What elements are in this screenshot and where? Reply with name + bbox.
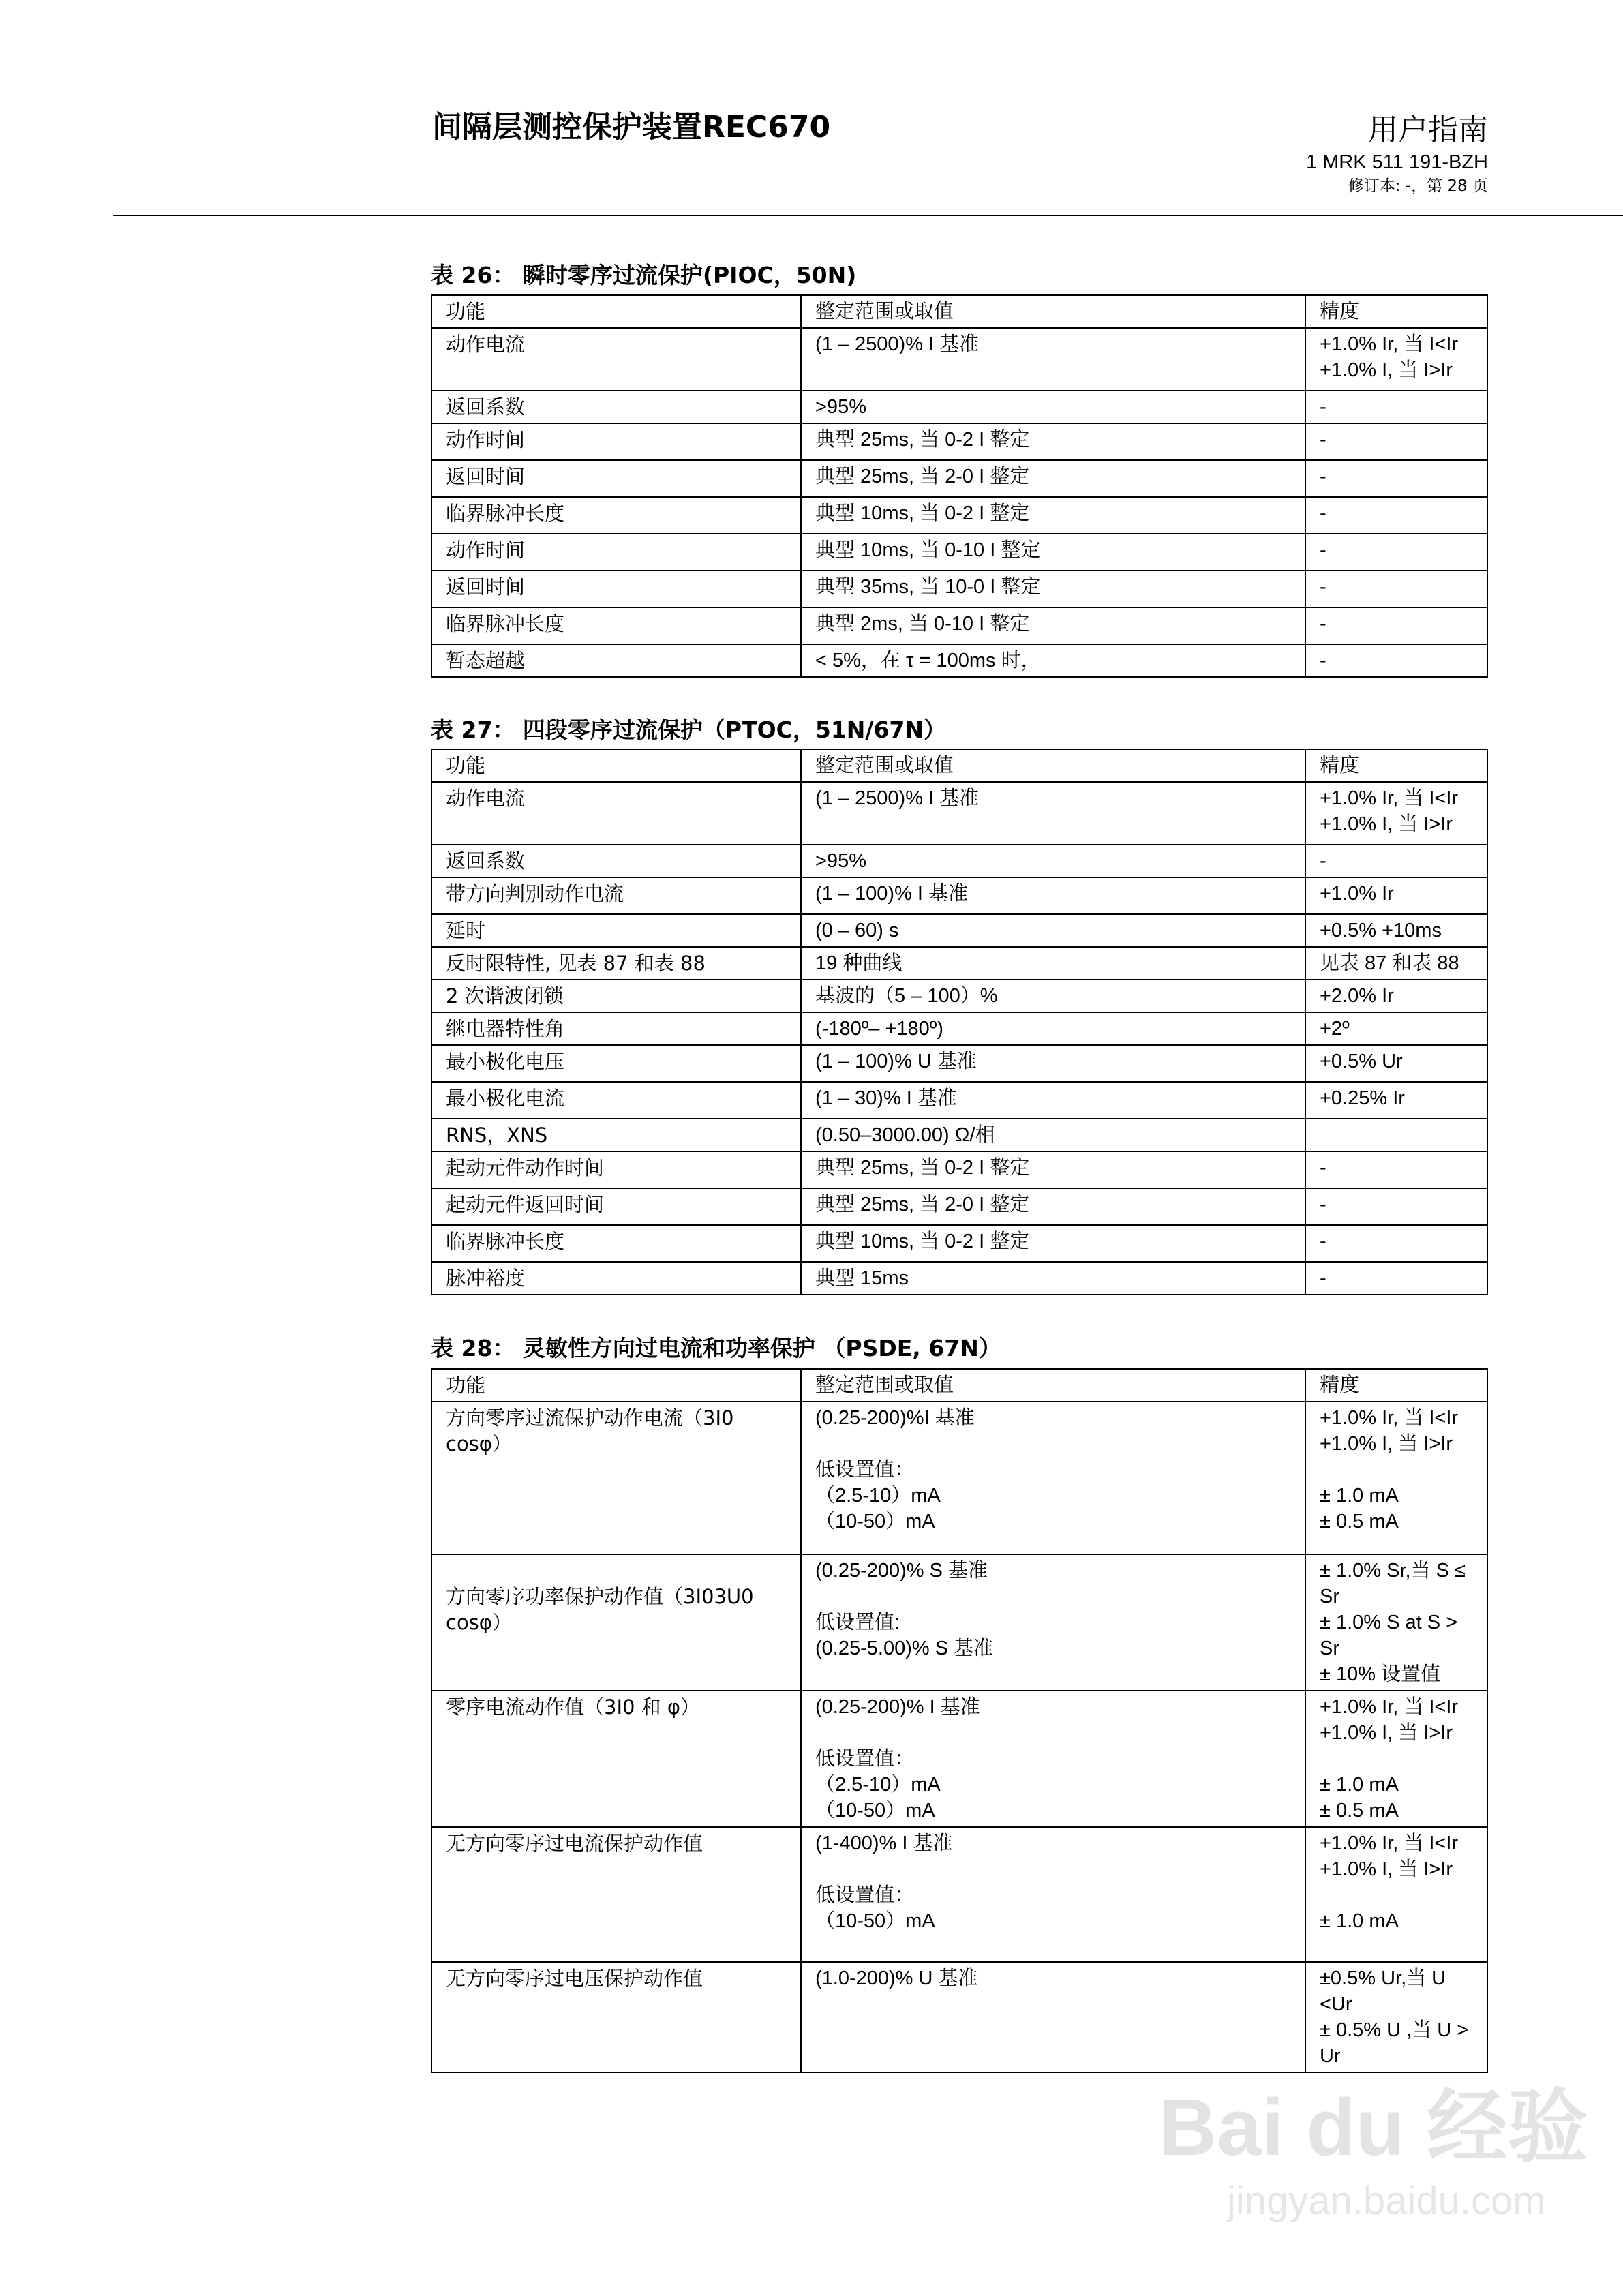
cell-c2: (0.25-200)% S 基准 低设置值: (0.25-5.00)% S 基准 xyxy=(801,1554,1305,1691)
cell-c3: +1.0% Ir xyxy=(1305,877,1487,914)
table-row xyxy=(431,845,1487,877)
cell-c1: 返回系数 xyxy=(431,391,801,423)
cell-c3: +1.0% Ir, 当 I<Ir +1.0% I, 当 I>Ir ± 1.0 mA ± 0.5 mA xyxy=(1305,1402,1487,1554)
table-row xyxy=(431,1082,1487,1119)
cell-c1: 动作时间 xyxy=(431,423,801,460)
table-row xyxy=(431,1119,1487,1151)
cell-c3: +1.0% Ir, 当 I<Ir +1.0% I, 当 I>Ir xyxy=(1305,328,1487,391)
header-cell-c1: 功能 xyxy=(431,1369,801,1402)
cell-c2: (1.0-200)% U 基准 xyxy=(801,1962,1305,2072)
header-cell-c1: 功能 xyxy=(431,295,801,328)
cell-c2: 基波的（5 – 100）% xyxy=(801,980,1305,1012)
cell-c2: 典型 15ms xyxy=(801,1262,1305,1295)
table-row xyxy=(431,1827,1487,1962)
cell-c1: 方向零序功率保护动作值（3I03U0 cosφ） xyxy=(431,1554,801,1691)
header-cell-c3: 精度 xyxy=(1305,1369,1487,1402)
watermark-url: jingyan.baidu.com xyxy=(1227,2179,1546,2223)
table-row xyxy=(431,571,1487,607)
cell-c3: - xyxy=(1305,391,1487,423)
cell-c2: (0.25-200)%I 基准 低设置值： （2.5-10）mA （10-50）mA xyxy=(801,1402,1305,1554)
cell-c2: 典型 10ms, 当 0-2 I 整定 xyxy=(801,1225,1305,1262)
cell-c3: - xyxy=(1305,644,1487,677)
table-row xyxy=(431,1225,1487,1262)
cell-c1: 方向零序过流保护动作电流（3I0 cosφ） xyxy=(431,1402,801,1554)
cell-c1: 暂态超越 xyxy=(431,644,801,677)
cell-c1: 最小极化电流 xyxy=(431,1082,801,1119)
cell-c2: 典型 10ms, 当 0-2 I 整定 xyxy=(801,497,1305,534)
table-26-caption: 表 26： 瞬时零序过流保护(PIOC，50N) xyxy=(431,262,857,288)
cell-c1: 无方向零序过电压保护动作值 xyxy=(431,1962,801,2072)
cell-c3: ±0.5% Ur,当 U <Ur ± 0.5% U ,当 U > Ur xyxy=(1305,1962,1487,2072)
cell-c3: - xyxy=(1305,423,1487,460)
cell-c2: 典型 2ms, 当 0-10 I 整定 xyxy=(801,607,1305,644)
table-row xyxy=(431,1151,1487,1188)
cell-c1: 返回时间 xyxy=(431,460,801,497)
cell-c2: (1 – 30)% I 基准 xyxy=(801,1082,1305,1119)
cell-c3: - xyxy=(1305,1225,1487,1262)
cell-c1: 起动元件动作时间 xyxy=(431,1151,801,1188)
table-row xyxy=(431,534,1487,571)
cell-c2: (1 – 2500)% I 基准 xyxy=(801,328,1305,391)
header-cell-c1: 功能 xyxy=(431,749,801,782)
header-right xyxy=(1306,111,1488,197)
revision: 修订本: -，第 28 页 xyxy=(1348,177,1488,195)
cell-c2: 典型 35ms, 当 10-0 I 整定 xyxy=(801,571,1305,607)
table-row xyxy=(431,607,1487,644)
doc-number: 1 MRK 511 191-BZH xyxy=(1305,151,1488,173)
table-row xyxy=(431,1402,1487,1554)
cell-c2: (0 – 60) s xyxy=(801,914,1305,947)
table-header-row xyxy=(431,295,1487,328)
cell-c3: +2º xyxy=(1305,1012,1487,1045)
cell-c1: 返回时间 xyxy=(431,571,801,607)
cell-c3: - xyxy=(1305,607,1487,644)
table-27 xyxy=(431,749,1488,1295)
table-row xyxy=(431,877,1487,914)
cell-c2: 典型 25ms, 当 2-0 I 整定 xyxy=(801,1188,1305,1225)
cell-c1: 临界脉冲长度 xyxy=(431,607,801,644)
cell-c3 xyxy=(1305,1119,1487,1151)
cell-c2: 19 种曲线 xyxy=(801,947,1305,980)
table-row xyxy=(431,423,1487,460)
cell-c1: 继电器特性角 xyxy=(431,1012,801,1045)
cell-c2: (1 – 100)% U 基准 xyxy=(801,1045,1305,1082)
cell-c2: < 5%，在 τ = 100ms 时， xyxy=(801,644,1305,677)
cell-c2: 典型 25ms, 当 0-2 I 整定 xyxy=(801,1151,1305,1188)
header-rule xyxy=(113,215,1623,216)
cell-c2: (0.25-200)% I 基准 低设置值： （2.5-10）mA （10-50）mA xyxy=(801,1691,1305,1827)
cell-c3: ± 1.0% Sr,当 S ≤ Sr ± 1.0% S at S > Sr ± 10% 设置值 xyxy=(1305,1554,1487,1691)
cell-c1: 动作电流 xyxy=(431,782,801,845)
table-row xyxy=(431,980,1487,1012)
table-row xyxy=(431,1554,1487,1691)
cell-c1: 带方向判别动作电流 xyxy=(431,877,801,914)
header-cell-c2: 整定范围或取值 xyxy=(801,749,1305,782)
cell-c3: +0.5% +10ms xyxy=(1305,914,1487,947)
cell-c1: 反时限特性, 见表 87 和表 88 xyxy=(431,947,801,980)
cell-c3: - xyxy=(1305,497,1487,534)
cell-c1: 起动元件返回时间 xyxy=(431,1188,801,1225)
cell-c1: 延时 xyxy=(431,914,801,947)
table-row xyxy=(431,1045,1487,1082)
table-row xyxy=(431,644,1487,677)
watermark-brand: Bai du 经验 xyxy=(1159,2083,1588,2173)
cell-c1: 最小极化电压 xyxy=(431,1045,801,1082)
table-row xyxy=(431,1262,1487,1295)
cell-c3: 见表 87 和表 88 xyxy=(1305,947,1487,980)
cell-c3: +1.0% Ir, 当 I<Ir +1.0% I, 当 I>Ir ± 1.0 mA xyxy=(1305,1827,1487,1962)
cell-c3: - xyxy=(1305,845,1487,877)
cell-c3: +1.0% Ir, 当 I<Ir +1.0% I, 当 I>Ir ± 1.0 mA ± 0.5 mA xyxy=(1305,1691,1487,1827)
table-28 xyxy=(431,1368,1488,2073)
header-cell-c3: 精度 xyxy=(1305,295,1487,328)
cell-c2: 典型 25ms, 当 2-0 I 整定 xyxy=(801,460,1305,497)
cell-c1: 无方向零序过电流保护动作值 xyxy=(431,1827,801,1962)
table-row xyxy=(431,497,1487,534)
cell-c1: 零序电流动作值（3I0 和 φ） xyxy=(431,1691,801,1827)
cell-c3: - xyxy=(1305,1188,1487,1225)
cell-c3: +0.5% Ur xyxy=(1305,1045,1487,1082)
cell-c3: - xyxy=(1305,1151,1487,1188)
cell-c1: 脉冲裕度 xyxy=(431,1262,801,1295)
cell-c2: (1 – 2500)% I 基准 xyxy=(801,782,1305,845)
table-row xyxy=(431,1188,1487,1225)
guide-label: 用户指南 xyxy=(1368,112,1488,147)
table-row xyxy=(431,1012,1487,1045)
cell-c1: 动作电流 xyxy=(431,328,801,391)
cell-c3: - xyxy=(1305,460,1487,497)
cell-c2: (0.50–3000.00) Ω/相 xyxy=(801,1119,1305,1151)
table-26 xyxy=(431,294,1488,678)
table-row xyxy=(431,460,1487,497)
table-row xyxy=(431,782,1487,845)
table-row xyxy=(431,1962,1487,2072)
table-27-caption: 表 27： 四段零序过流保护（PTOC，51N/67N） xyxy=(431,716,947,743)
header-cell-c3: 精度 xyxy=(1305,749,1487,782)
cell-c1: 临界脉冲长度 xyxy=(431,497,801,534)
header-cell-c2: 整定范围或取值 xyxy=(801,295,1305,328)
cell-c3: +2.0% Ir xyxy=(1305,980,1487,1012)
cell-c1: 临界脉冲长度 xyxy=(431,1225,801,1262)
cell-c1: 动作时间 xyxy=(431,534,801,571)
table-header-row xyxy=(431,1369,1487,1402)
cell-c2: (-180º– +180º) xyxy=(801,1012,1305,1045)
cell-c1: RNS，XNS xyxy=(431,1119,801,1151)
cell-c2: >95% xyxy=(801,845,1305,877)
cell-c2: 典型 25ms, 当 0-2 I 整定 xyxy=(801,423,1305,460)
cell-c2: 典型 10ms, 当 0-10 I 整定 xyxy=(801,534,1305,571)
cell-c3: +1.0% Ir, 当 I<Ir +1.0% I, 当 I>Ir xyxy=(1305,782,1487,845)
table-row xyxy=(431,328,1487,391)
table-row xyxy=(431,947,1487,980)
cell-c1: 2 次谐波闭锁 xyxy=(431,980,801,1012)
cell-c3: - xyxy=(1305,1262,1487,1295)
cell-c3: +0.25% Ir xyxy=(1305,1082,1487,1119)
header-cell-c2: 整定范围或取值 xyxy=(801,1369,1305,1402)
table-header-row xyxy=(431,749,1487,782)
cell-c1: 返回系数 xyxy=(431,845,801,877)
table-row xyxy=(431,391,1487,423)
cell-c3: - xyxy=(1305,534,1487,571)
cell-c2: (1-400)% I 基准 低设置值： （10-50）mA xyxy=(801,1827,1305,1962)
cell-c2: >95% xyxy=(801,391,1305,423)
table-row xyxy=(431,914,1487,947)
doc-title: 间隔层测控保护装置REC670 xyxy=(432,110,831,145)
cell-c2: (1 – 100)% I 基准 xyxy=(801,877,1305,914)
cell-c3: - xyxy=(1305,571,1487,607)
table-row xyxy=(431,1691,1487,1827)
table-28-caption: 表 28： 灵敏性方向过电流和功率保护 （PSDE, 67N） xyxy=(431,1335,1001,1361)
